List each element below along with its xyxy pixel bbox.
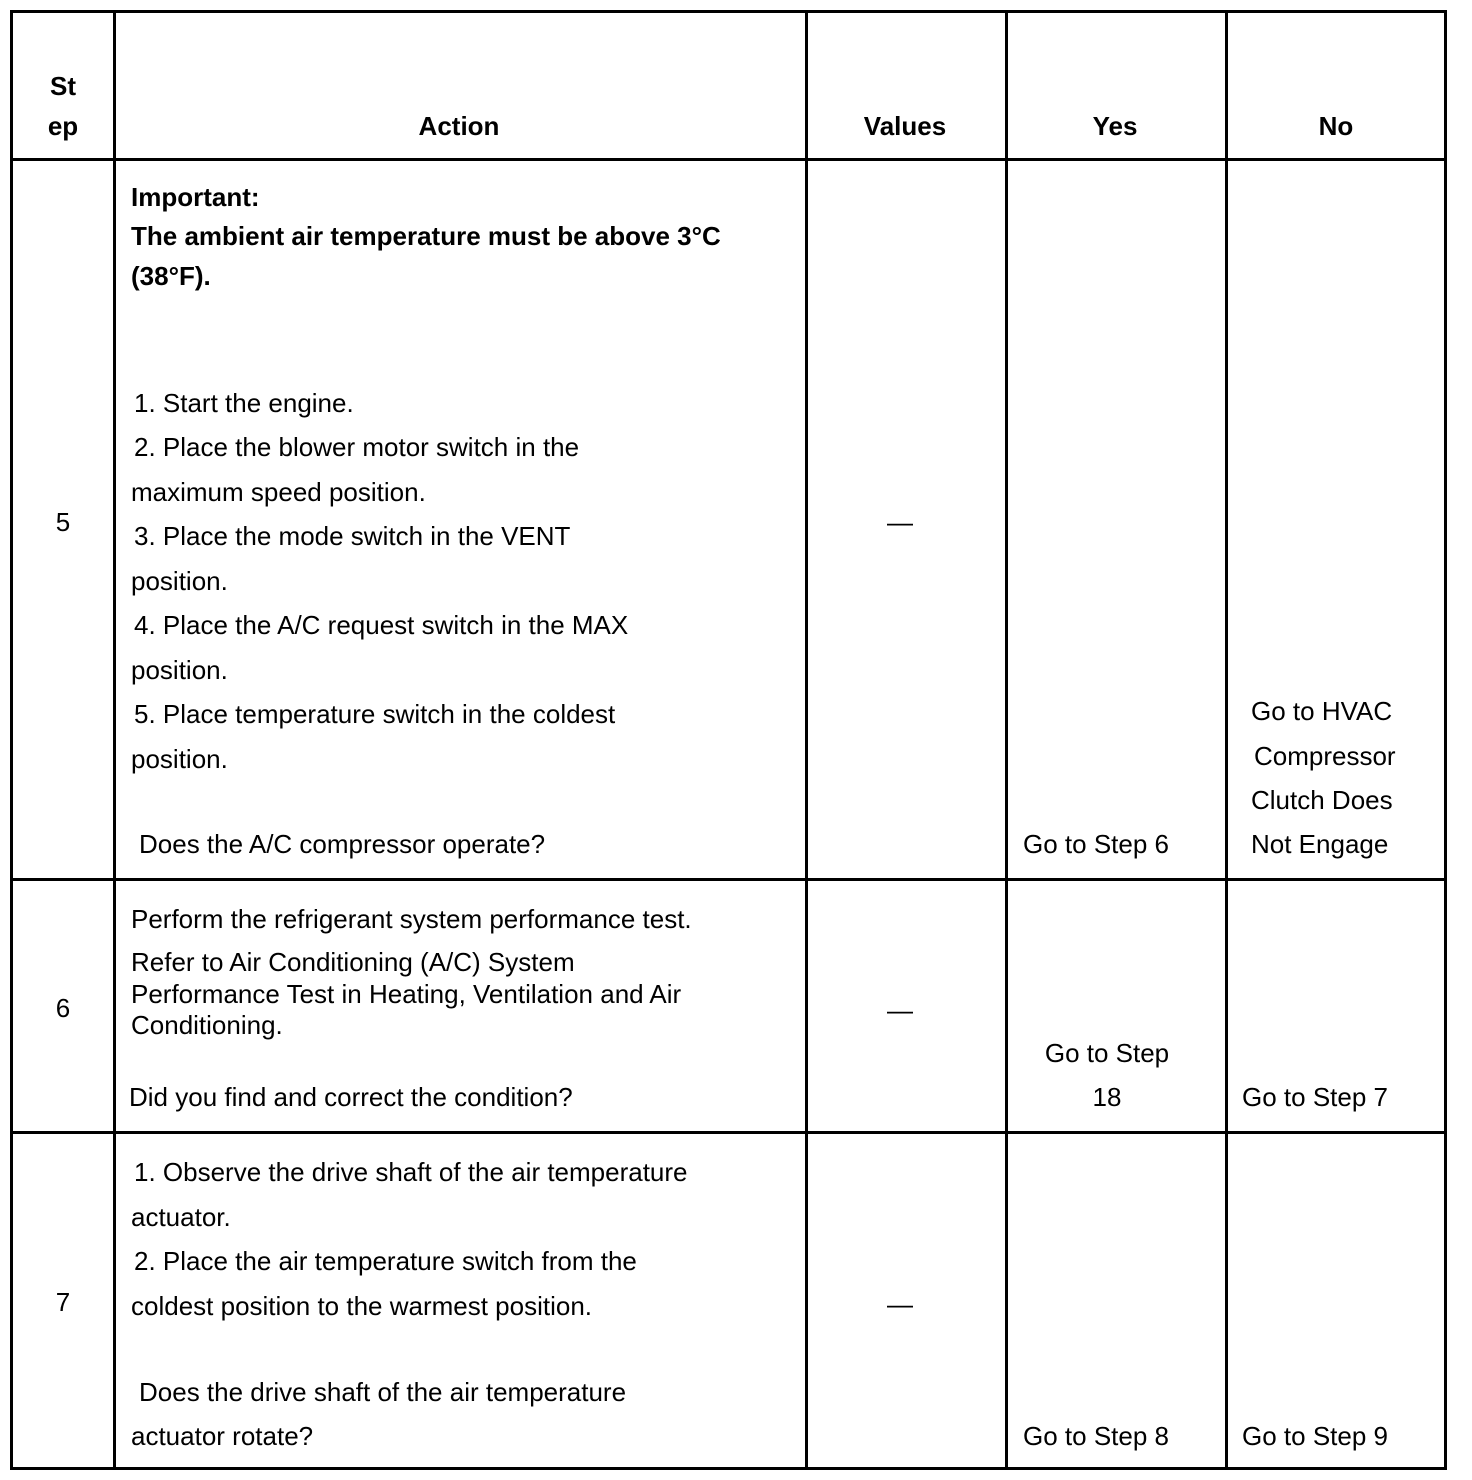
no-cell: Go to Step 9 (1242, 1421, 1388, 1451)
row-divider (13, 1131, 1444, 1134)
column-divider (113, 13, 116, 1467)
header-yes: Yes (1092, 111, 1138, 141)
yes-cell: Go to Step 8 (1023, 1421, 1169, 1451)
action-question: actuator rotate? (131, 1421, 314, 1451)
action-step: 4. Place the A/C request switch in the MAX (134, 610, 629, 640)
action-line: Performance Test in Heating, Ventilation and Air (131, 979, 682, 1009)
action-step: position. (131, 566, 228, 596)
step-number: 7 (55, 1287, 71, 1317)
step-number: 6 (55, 993, 71, 1023)
action-question: Did you find and correct the condition? (129, 1082, 573, 1112)
values-cell: — (887, 1289, 913, 1319)
action-step: 1. Start the engine. (134, 388, 354, 418)
header-step-line2: ep (47, 111, 79, 141)
column-divider (1005, 13, 1008, 1467)
header-step-line1: St (50, 71, 76, 101)
action-question: Does the A/C compressor operate? (139, 829, 546, 859)
action-step: actuator. (131, 1202, 231, 1232)
action-step: position. (131, 655, 228, 685)
no-cell: Go to HVAC (1251, 696, 1393, 726)
header-values: Values (863, 111, 947, 141)
action-step: 5. Place temperature switch in the coldest (134, 699, 616, 729)
action-step: maximum speed position. (131, 477, 426, 507)
important-text: (38°F). (131, 261, 211, 291)
action-line: Perform the refrigerant system performance test. (131, 904, 692, 934)
row-divider (13, 878, 1444, 881)
column-divider (1225, 13, 1228, 1467)
important-label: Important: (131, 182, 260, 212)
important-text: The ambient air temperature must be above 3°C (131, 221, 721, 251)
yes-cell: Go to Step 6 (1023, 829, 1169, 859)
no-cell: Not Engage (1251, 829, 1389, 859)
action-line: Refer to Air Conditioning (A/C) System (131, 947, 575, 977)
action-step: 2. Place the air temperature switch from the (134, 1246, 637, 1276)
header-no: No (1318, 111, 1354, 141)
yes-cell: 18 (1092, 1082, 1122, 1112)
action-step: 1. Observe the drive shaft of the air temperature (134, 1157, 688, 1187)
action-step: coldest position to the warmest position. (131, 1291, 593, 1321)
action-question: Does the drive shaft of the air temperature (139, 1377, 627, 1407)
row-divider (13, 158, 1444, 161)
action-line: Conditioning. (131, 1010, 283, 1040)
action-step: 2. Place the blower motor switch in the (134, 432, 580, 462)
yes-cell: Go to Step (1044, 1038, 1170, 1068)
no-cell: Clutch Does (1251, 785, 1393, 815)
header-action: Action (418, 111, 500, 141)
diagnostic-table (10, 10, 1447, 1470)
values-cell: — (887, 995, 913, 1025)
column-divider (805, 13, 808, 1467)
no-cell: Go to Step 7 (1242, 1082, 1388, 1112)
action-step: 3. Place the mode switch in the VENT (134, 521, 571, 551)
no-cell: Compressor (1254, 741, 1396, 771)
values-cell: — (887, 507, 913, 537)
step-number: 5 (55, 507, 71, 537)
action-step: position. (131, 744, 228, 774)
